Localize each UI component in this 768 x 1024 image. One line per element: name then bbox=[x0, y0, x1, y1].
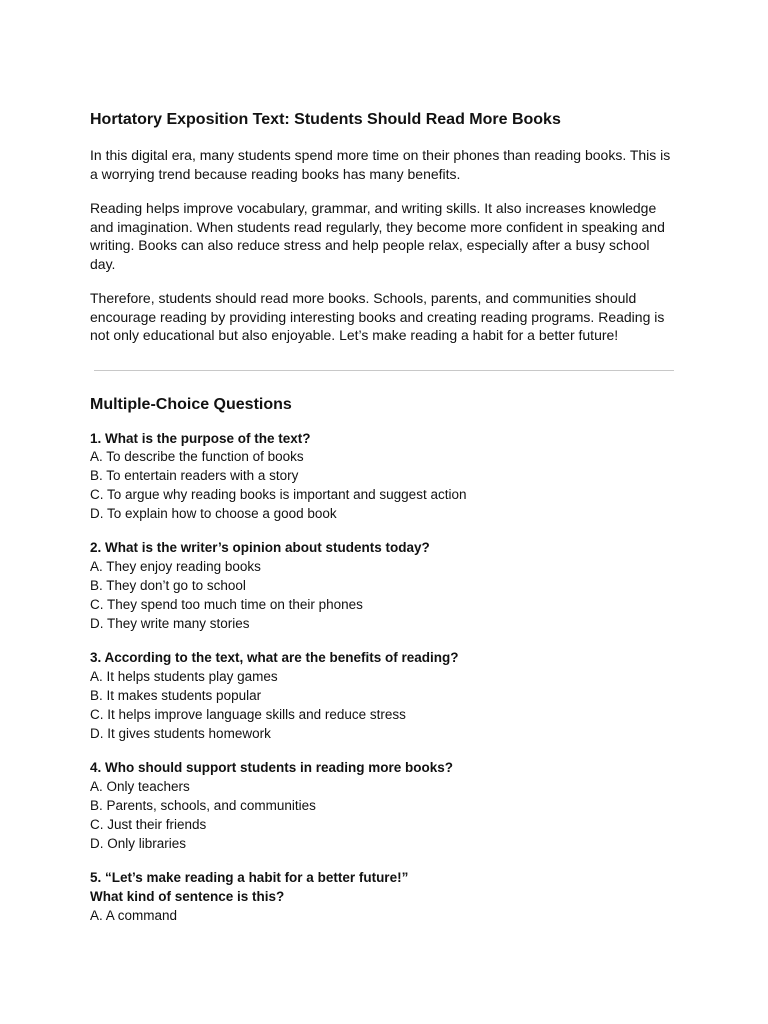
paragraph-intro: In this digital era, many students spend more time on their phones than reading books. This is a worrying trend because reading books has many benefits. bbox=[90, 147, 671, 182]
question-text: 4. Who should support students in reading more books? bbox=[90, 760, 454, 776]
option-d: D. Only libraries bbox=[90, 835, 187, 851]
question-quote: 5. “Let’s make reading a habit for a better future!” bbox=[90, 870, 409, 886]
question-5 bbox=[90, 869, 678, 925]
option-a: A. Only teachers bbox=[90, 779, 190, 795]
option-d: D. They write many stories bbox=[90, 615, 250, 631]
option-a: A. A command bbox=[90, 908, 178, 924]
paragraph-conclusion: Therefore, students should read more books. Schools, parents, and communities should encourage reading by providing interesting books and creating reading programs. Reading is not only educational but also enjoyable. Let’s make reading a habit for a better future! bbox=[90, 290, 665, 343]
question-text: 2. What is the writer’s opinion about students today? bbox=[90, 540, 430, 556]
option-b: B. To entertain readers with a story bbox=[90, 468, 299, 484]
option-b: B. Parents, schools, and communities bbox=[90, 798, 316, 814]
option-d: D. It gives students homework bbox=[90, 725, 271, 741]
option-d: D. To explain how to choose a good book bbox=[90, 505, 337, 521]
option-c: C. They spend too much time on their phones bbox=[90, 596, 363, 612]
option-c: C. To argue why reading books is important and suggest action bbox=[90, 486, 467, 502]
paragraph-benefits: Reading helps improve vocabulary, grammar, and writing skills. It also increases knowledge and imagination. When students read regularly, they become more confident in speaking and writing. Books can also reduce stress and help people relax, especially after a busy school day. bbox=[90, 200, 665, 272]
question-4 bbox=[90, 759, 678, 853]
question-text: What kind of sentence is this? bbox=[90, 889, 285, 905]
option-c: C. Just their friends bbox=[90, 816, 207, 832]
option-b: B. They don’t go to school bbox=[90, 578, 246, 594]
option-b: B. It makes students popular bbox=[90, 688, 262, 704]
option-a: A. To describe the function of books bbox=[90, 449, 304, 465]
question-text: 1. What is the purpose of the text? bbox=[90, 430, 311, 446]
document-title: Hortatory Exposition Text: Students Should Read More Books bbox=[90, 111, 561, 128]
option-a: A. They enjoy reading books bbox=[90, 559, 261, 575]
option-c: C. It helps improve language skills and reduce stress bbox=[90, 706, 406, 722]
option-a: A. It helps students play games bbox=[90, 669, 278, 685]
question-3 bbox=[90, 649, 678, 743]
question-1 bbox=[90, 430, 678, 524]
quiz-heading: Multiple-Choice Questions bbox=[90, 395, 292, 413]
question-text: 3. According to the text, what are the benefits of reading? bbox=[90, 650, 459, 666]
question-2 bbox=[90, 539, 678, 633]
section-divider bbox=[94, 370, 674, 371]
